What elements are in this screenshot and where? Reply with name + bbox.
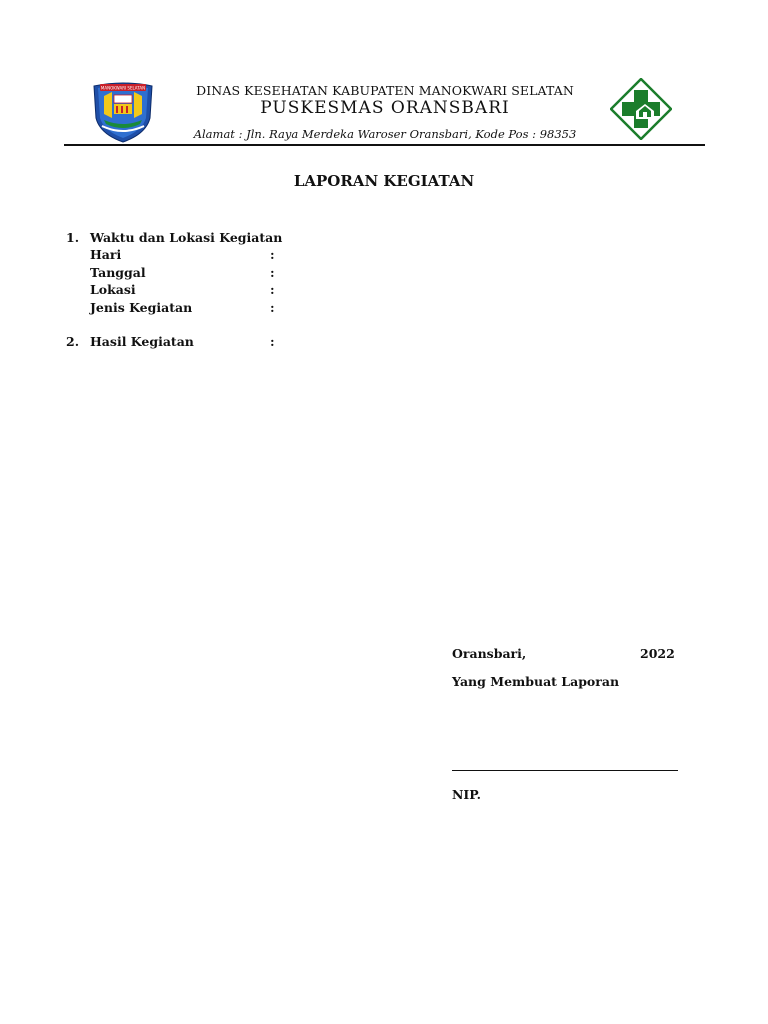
section-2-label: Hasil Kegiatan xyxy=(90,334,194,349)
signature-line xyxy=(452,770,678,771)
field-hari-label: Hari xyxy=(90,247,122,262)
field-tanggal-colon: : xyxy=(270,265,275,280)
logo-lettering: MANOKWARI SELATAN xyxy=(100,85,146,91)
header-divider xyxy=(64,144,705,146)
signature-nip: NIP. xyxy=(452,787,481,802)
facility-address: Alamat : Jln. Raya Merdeka Waroser Oransbari, Kode Pos : 98353 xyxy=(193,127,577,141)
section-1-label: Waktu dan Lokasi Kegiatan xyxy=(90,230,283,245)
facility-name: PUSKESMAS ORANSBARI xyxy=(260,98,510,118)
field-lokasi-colon: : xyxy=(270,282,275,297)
puskesmas-cross-logo xyxy=(610,78,672,140)
field-tanggal-label: Tanggal xyxy=(90,265,146,280)
section-2-number: 2. xyxy=(66,334,80,349)
section-2-colon: : xyxy=(270,334,275,349)
field-jenis-kegiatan-colon: : xyxy=(270,300,275,315)
field-hari-colon: : xyxy=(270,247,275,262)
signature-place: Oransbari, xyxy=(452,646,527,661)
section-1-number: 1. xyxy=(66,230,80,245)
report-title: LAPORAN KEGIATAN xyxy=(293,172,475,190)
signature-year: 2022 xyxy=(640,646,675,661)
agency-name: DINAS KESEHATAN KABUPATEN MANOKWARI SELATAN xyxy=(196,83,574,98)
regency-emblem-logo xyxy=(90,78,156,144)
signature-role: Yang Membuat Laporan xyxy=(452,674,620,689)
field-jenis-kegiatan-label: Jenis Kegiatan xyxy=(90,300,193,315)
field-lokasi-label: Lokasi xyxy=(90,282,136,297)
